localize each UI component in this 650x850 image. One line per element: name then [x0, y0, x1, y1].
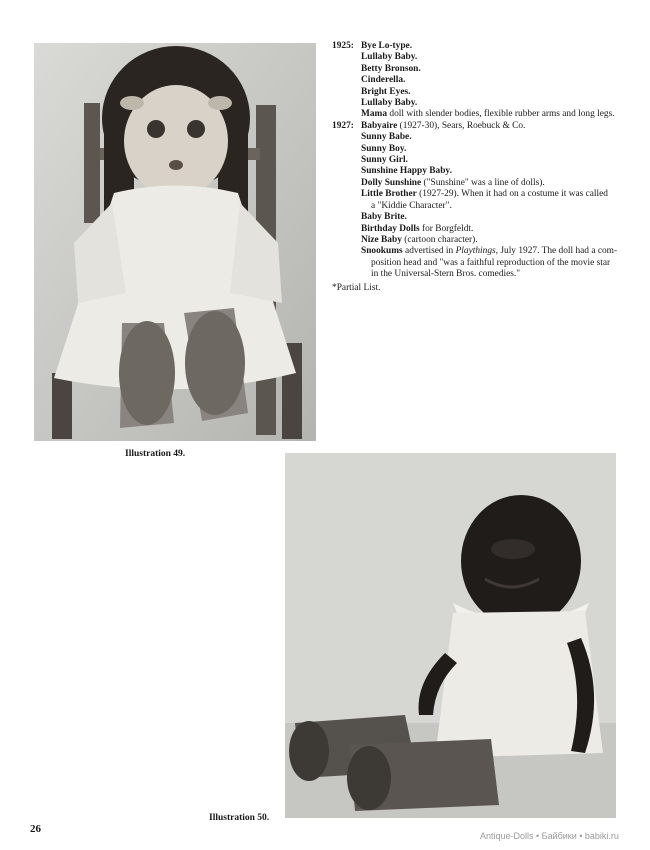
list-item [332, 224, 632, 235]
doll-name: Snookums [361, 246, 403, 257]
doll-name: Nize Baby [361, 234, 402, 245]
doll-list [332, 41, 632, 281]
list-item [332, 178, 632, 189]
doll-name: Birthday Dolls [361, 223, 420, 234]
doll-name: Mama [361, 109, 388, 120]
doll-description: ("Sunshine" was a line of dolls). [421, 177, 545, 188]
doll-description: (cartoon character). [401, 234, 478, 245]
year-label: 1925: [332, 41, 354, 51]
list-item [332, 189, 632, 212]
doll-name: Baby Brite. [361, 212, 407, 223]
watermark: Antique-Dolls • Байбики • babiki.ru [480, 831, 619, 841]
list-item [332, 41, 632, 52]
caption-illustration-49: Illustration 49. [125, 449, 186, 459]
doll-description: advertised in [402, 246, 456, 257]
page-number: 26 [30, 823, 41, 835]
doll-name: Babyaire [361, 120, 398, 131]
doll-name: Sunshine Happy Baby. [361, 166, 452, 177]
publication-title: Playthings [455, 246, 496, 257]
baby-doll-image [285, 453, 616, 818]
list-item [332, 132, 632, 143]
doll-on-chair-image [34, 43, 316, 441]
doll-name: Dolly Sunshine [361, 177, 422, 188]
doll-name: Lullaby Baby. [361, 98, 418, 109]
doll-description-continued: a "Kiddie Character". [371, 200, 452, 211]
list-item [332, 109, 632, 120]
doll-description: doll with slender bodies, flexible rubber arms and long legs. [387, 109, 615, 120]
list-item [332, 121, 632, 132]
year-label: 1927: [332, 120, 354, 131]
list-item [332, 246, 632, 280]
doll-description: , July 1927. The doll had a com- [495, 246, 618, 257]
doll-description-continued: position head and "was a faithful reproduction of the movie star [371, 257, 611, 268]
list-item [332, 75, 632, 86]
doll-description: (1927-30), Sears, Roebuck & Co. [397, 120, 526, 131]
photo-illustration-50 [285, 453, 616, 818]
footnote: *Partial List. [332, 283, 381, 293]
list-item [332, 87, 632, 98]
doll-name: Sunny Girl. [361, 155, 408, 166]
list-item [332, 64, 632, 75]
list-item [332, 155, 632, 166]
list-item [332, 166, 632, 177]
list-item [332, 212, 632, 223]
doll-name: Cinderella. [361, 75, 406, 86]
caption-illustration-50: Illustration 50. [209, 813, 270, 823]
doll-description: for Borgfeldt. [419, 223, 474, 234]
list-item [332, 144, 632, 155]
doll-name: Sunny Babe. [361, 132, 412, 143]
list-item [332, 52, 632, 63]
list-item [332, 98, 632, 109]
doll-name: Bye Lo-type. [361, 41, 413, 51]
doll-name: Bright Eyes. [361, 86, 411, 97]
doll-name: Lullaby Baby. [361, 52, 418, 63]
doll-name: Little Brother [361, 189, 417, 200]
doll-name: Sunny Boy. [361, 143, 407, 154]
doll-name: Betty Bronson. [361, 63, 421, 74]
list-item [332, 235, 632, 246]
photo-illustration-49 [34, 43, 316, 441]
doll-description: (1927-29). When it had on a costume it was called [416, 189, 608, 200]
doll-description-continued: in the Universal-Stern Bros. comedies." [371, 269, 521, 280]
